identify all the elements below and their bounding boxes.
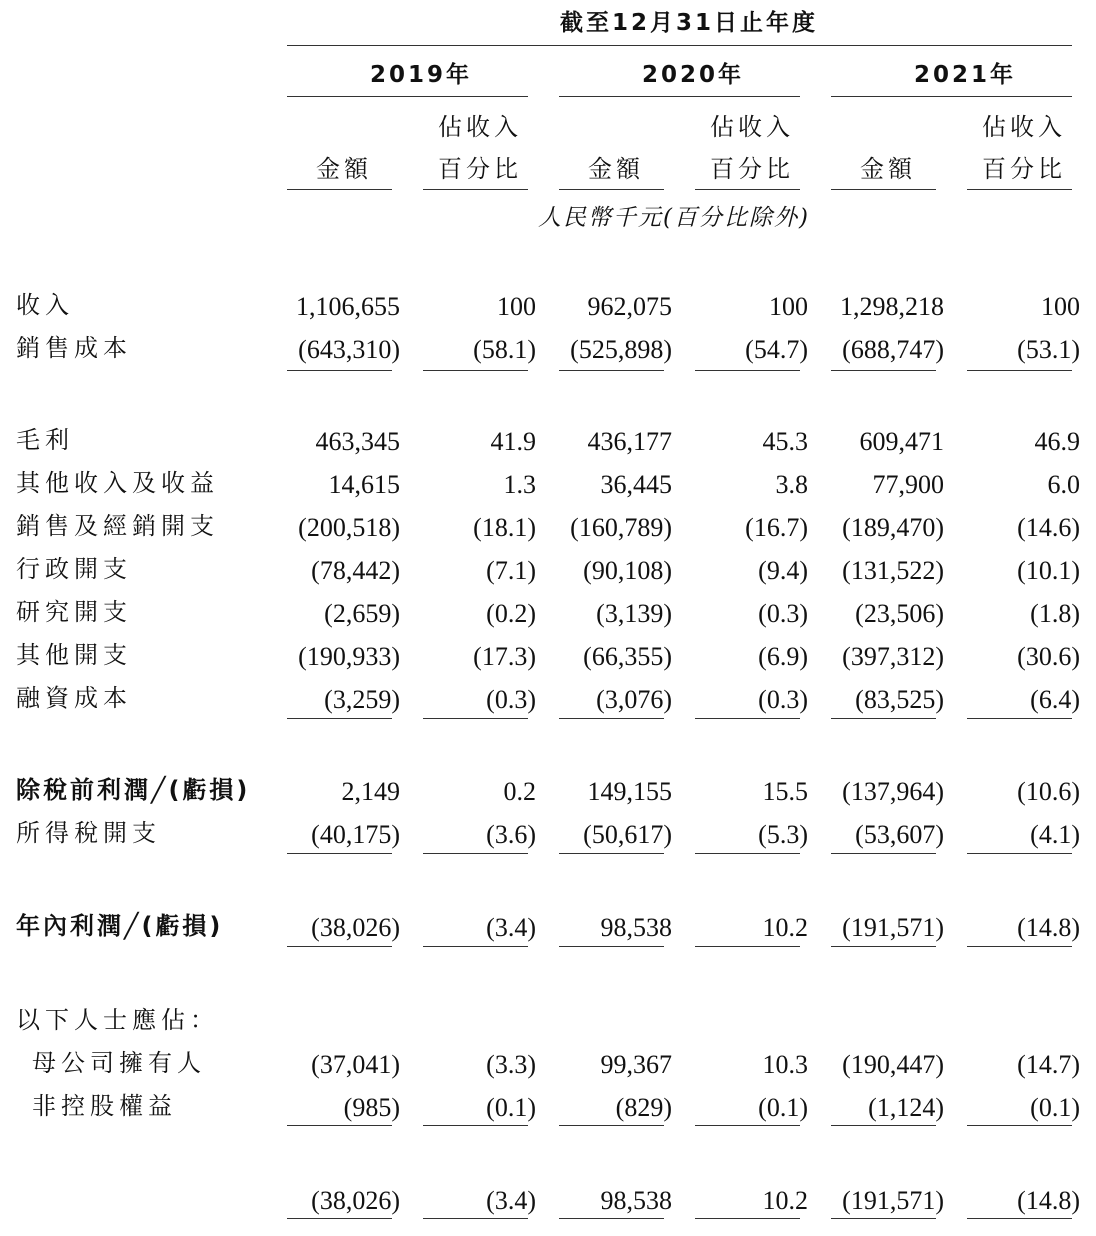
row-label: 除稅前利潤╱(虧損) xyxy=(16,776,251,804)
amount-cell: 609,471 xyxy=(859,427,944,456)
subtotal-underline xyxy=(287,1218,392,1219)
col-pct-2021-line2: 百分比 xyxy=(982,155,1066,183)
subtotal-underline xyxy=(287,718,392,719)
subtotal-underline xyxy=(423,853,528,854)
percent-cell: (53.1) xyxy=(1017,335,1080,364)
subtotal-underline xyxy=(287,1125,392,1126)
subtotal-underline xyxy=(967,946,1072,947)
amount-cell: (3,139) xyxy=(596,599,672,628)
amount-cell: (2,659) xyxy=(324,599,400,628)
amount-cell: (3,259) xyxy=(324,685,400,714)
percent-cell: 46.9 xyxy=(1034,427,1080,456)
subtotal-underline xyxy=(695,1125,800,1126)
percent-cell: (6.4) xyxy=(1030,685,1080,714)
amount-cell: (3,076) xyxy=(596,685,672,714)
col-pct-2019-line2: 百分比 xyxy=(438,155,522,183)
row-label: 其他收入及收益 xyxy=(16,469,219,497)
subtotal-underline xyxy=(831,853,936,854)
percent-cell: (3.4) xyxy=(486,1186,536,1215)
row-label: 毛利 xyxy=(16,426,74,454)
percent-cell: (0.3) xyxy=(758,685,808,714)
percent-cell: 45.3 xyxy=(762,427,808,456)
subtotal-underline xyxy=(559,1125,664,1126)
percent-cell: (58.1) xyxy=(473,335,536,364)
col-underline xyxy=(831,189,936,190)
percent-cell: 1.3 xyxy=(503,470,536,499)
percent-cell: 3.8 xyxy=(775,470,808,499)
col-amount-2021: 金額 xyxy=(860,155,916,183)
amount-cell: (38,026) xyxy=(311,1186,400,1215)
percent-cell: (17.3) xyxy=(473,642,536,671)
percent-cell: (0.2) xyxy=(486,599,536,628)
subtotal-underline xyxy=(423,1218,528,1219)
amount-cell: (985) xyxy=(343,1093,400,1122)
subtotal-underline xyxy=(559,718,664,719)
percent-cell: (9.4) xyxy=(758,556,808,585)
percent-cell: 10.3 xyxy=(762,1050,808,1079)
amount-cell: 1,106,655 xyxy=(296,292,400,321)
amount-cell: (1,124) xyxy=(868,1093,944,1122)
amount-cell: 99,367 xyxy=(600,1050,672,1079)
row-label: 收入 xyxy=(16,291,74,319)
percent-cell: 100 xyxy=(497,292,536,321)
amount-cell: 436,177 xyxy=(587,427,672,456)
percent-cell: (14.6) xyxy=(1017,513,1080,542)
row-label: 所得稅開支 xyxy=(16,819,161,847)
amount-cell: 149,155 xyxy=(587,777,672,806)
percent-cell: (7.1) xyxy=(486,556,536,585)
subtotal-underline xyxy=(287,946,392,947)
amount-cell: (190,933) xyxy=(298,642,400,671)
subtotal-underline xyxy=(287,370,392,371)
amount-cell: 14,615 xyxy=(328,470,400,499)
subtotal-underline xyxy=(423,718,528,719)
percent-cell: 6.0 xyxy=(1047,470,1080,499)
percent-cell: (6.9) xyxy=(758,642,808,671)
percent-cell: (54.7) xyxy=(745,335,808,364)
percent-cell: (3.6) xyxy=(486,820,536,849)
subtotal-underline xyxy=(695,370,800,371)
col-underline xyxy=(423,189,528,190)
percent-cell: (14.8) xyxy=(1017,1186,1080,1215)
amount-cell: (160,789) xyxy=(570,513,672,542)
percent-cell: (14.8) xyxy=(1017,913,1080,942)
subtotal-underline xyxy=(967,718,1072,719)
percent-cell: 100 xyxy=(1041,292,1080,321)
subtotal-underline xyxy=(559,946,664,947)
amount-cell: (53,607) xyxy=(855,820,944,849)
col-underline xyxy=(287,189,392,190)
percent-cell: (0.1) xyxy=(486,1093,536,1122)
year-2020-header: 2020年 xyxy=(642,62,745,88)
amount-cell: (66,355) xyxy=(583,642,672,671)
percent-cell: 10.2 xyxy=(762,1186,808,1215)
amount-cell: (50,617) xyxy=(583,820,672,849)
amount-cell: (191,571) xyxy=(842,1186,944,1215)
year-2021-underline xyxy=(831,96,1072,97)
unit-note: 人民幣千元(百分比除外) xyxy=(538,205,810,231)
amount-cell: 36,445 xyxy=(600,470,672,499)
percent-cell: (0.1) xyxy=(758,1093,808,1122)
row-label: 非控股權益 xyxy=(32,1092,177,1120)
amount-cell: (829) xyxy=(615,1093,672,1122)
percent-cell: (5.3) xyxy=(758,820,808,849)
amount-cell: (137,964) xyxy=(842,777,944,806)
percent-cell: 0.2 xyxy=(503,777,536,806)
subtotal-underline xyxy=(695,946,800,947)
subtotal-underline xyxy=(423,370,528,371)
subtotal-underline xyxy=(967,370,1072,371)
amount-cell: 1,298,218 xyxy=(840,292,944,321)
row-label: 以下人士應佔： xyxy=(16,1006,219,1034)
amount-cell: 98,538 xyxy=(600,1186,672,1215)
subtotal-underline xyxy=(831,370,936,371)
col-amount-2020: 金額 xyxy=(588,155,644,183)
amount-cell: (397,312) xyxy=(842,642,944,671)
percent-cell: 100 xyxy=(769,292,808,321)
subtotal-underline xyxy=(695,853,800,854)
subtotal-underline xyxy=(967,1125,1072,1126)
amount-cell: 2,149 xyxy=(341,777,400,806)
subtotal-underline xyxy=(695,718,800,719)
percent-cell: (0.3) xyxy=(758,599,808,628)
subtotal-underline xyxy=(423,946,528,947)
col-underline xyxy=(967,189,1072,190)
subtotal-underline xyxy=(559,1218,664,1219)
amount-cell: 962,075 xyxy=(587,292,672,321)
col-pct-2020-line2: 百分比 xyxy=(710,155,794,183)
subtotal-underline xyxy=(967,853,1072,854)
col-pct-2019-line1: 佔收入 xyxy=(438,113,522,141)
year-2019-underline xyxy=(287,96,528,97)
percent-cell: (16.7) xyxy=(745,513,808,542)
row-label: 其他開支 xyxy=(16,641,132,669)
row-label: 銷售成本 xyxy=(16,334,132,362)
percent-cell: (3.3) xyxy=(486,1050,536,1079)
amount-cell: (200,518) xyxy=(298,513,400,542)
percent-cell: (14.7) xyxy=(1017,1050,1080,1079)
amount-cell: (190,447) xyxy=(842,1050,944,1079)
subtotal-underline xyxy=(831,718,936,719)
amount-cell: (525,898) xyxy=(570,335,672,364)
percent-cell: (1.8) xyxy=(1030,599,1080,628)
col-pct-2021-line1: 佔收入 xyxy=(982,113,1066,141)
percent-cell: (0.1) xyxy=(1030,1093,1080,1122)
amount-cell: (83,525) xyxy=(855,685,944,714)
row-label: 研究開支 xyxy=(16,598,132,626)
percent-cell: (18.1) xyxy=(473,513,536,542)
amount-cell: (643,310) xyxy=(298,335,400,364)
percent-cell: (10.1) xyxy=(1017,556,1080,585)
amount-cell: 77,900 xyxy=(872,470,944,499)
year-2020-underline xyxy=(559,96,800,97)
row-label: 融資成本 xyxy=(16,684,132,712)
col-underline xyxy=(559,189,664,190)
row-label: 銷售及經銷開支 xyxy=(16,512,219,540)
col-underline xyxy=(695,189,800,190)
amount-cell: (38,026) xyxy=(311,913,400,942)
col-amount-2019: 金額 xyxy=(316,155,372,183)
col-pct-2020-line1: 佔收入 xyxy=(710,113,794,141)
subtotal-underline xyxy=(559,370,664,371)
subtotal-underline xyxy=(559,853,664,854)
amount-cell: (189,470) xyxy=(842,513,944,542)
subtotal-underline xyxy=(831,1218,936,1219)
year-2019-header: 2019年 xyxy=(370,62,473,88)
percent-cell: (0.3) xyxy=(486,685,536,714)
percent-cell: (30.6) xyxy=(1017,642,1080,671)
subtotal-underline xyxy=(967,1218,1072,1219)
amount-cell: (40,175) xyxy=(311,820,400,849)
percent-cell: 15.5 xyxy=(762,777,808,806)
amount-cell: (90,108) xyxy=(583,556,672,585)
row-label: 母公司擁有人 xyxy=(32,1049,206,1077)
subtotal-underline xyxy=(831,946,936,947)
amount-cell: 463,345 xyxy=(315,427,400,456)
amount-cell: (688,747) xyxy=(842,335,944,364)
percent-cell: 10.2 xyxy=(762,913,808,942)
row-label: 行政開支 xyxy=(16,555,132,583)
year-2021-header: 2021年 xyxy=(914,62,1017,88)
percent-cell: 41.9 xyxy=(490,427,536,456)
amount-cell: (37,041) xyxy=(311,1050,400,1079)
period-underline xyxy=(287,45,1072,46)
amount-cell: (131,522) xyxy=(842,556,944,585)
amount-cell: 98,538 xyxy=(600,913,672,942)
percent-cell: (4.1) xyxy=(1030,820,1080,849)
amount-cell: (191,571) xyxy=(842,913,944,942)
percent-cell: (10.6) xyxy=(1017,777,1080,806)
subtotal-underline xyxy=(695,1218,800,1219)
amount-cell: (23,506) xyxy=(855,599,944,628)
subtotal-underline xyxy=(287,853,392,854)
subtotal-underline xyxy=(831,1125,936,1126)
row-label: 年內利潤╱(虧損) xyxy=(16,912,224,940)
amount-cell: (78,442) xyxy=(311,556,400,585)
period-header: 截至12月31日止年度 xyxy=(560,10,819,36)
subtotal-underline xyxy=(423,1125,528,1126)
percent-cell: (3.4) xyxy=(486,913,536,942)
